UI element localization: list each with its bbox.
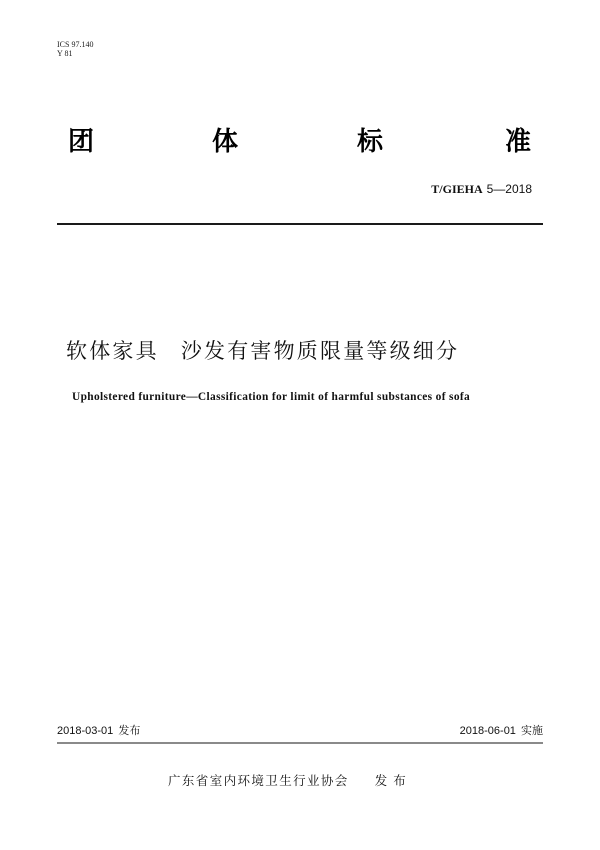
implementation-date-value: 2018-06-01 [459, 725, 516, 737]
implementation-date [460, 724, 543, 738]
document-type-char: 体 [212, 127, 239, 157]
publisher-name: 广东省室内环境卫生行业协会 [168, 773, 349, 788]
title-english: Upholstered furniture—Classification for limit of harmful substances of sofa [72, 391, 471, 403]
issue-date-value: 2018-03-01 [57, 725, 114, 737]
bottom-divider [57, 742, 543, 744]
title-chinese-part2: 沙发有害物质限量等级细分 [180, 339, 460, 363]
ics-code: ICS 97.140 [57, 40, 94, 49]
issue-date-label: 发布 [118, 724, 141, 737]
standard-number-value: 5—2018 [486, 182, 532, 196]
issue-date [57, 724, 140, 738]
standard-number [431, 182, 532, 196]
title-chinese [66, 337, 459, 365]
top-divider [57, 223, 543, 225]
implementation-date-label: 实施 [521, 724, 543, 737]
ccs-code: Y 81 [57, 49, 73, 58]
document-type-char: 标 [357, 127, 384, 157]
document-type-char: 准 [505, 127, 532, 157]
document-type-char: 团 [68, 127, 95, 157]
title-chinese-part1: 软体家具 [66, 339, 159, 363]
standard-number-prefix: T/GIEHA [431, 182, 483, 196]
publisher-action: 发布 [374, 773, 412, 788]
publisher [168, 773, 412, 789]
